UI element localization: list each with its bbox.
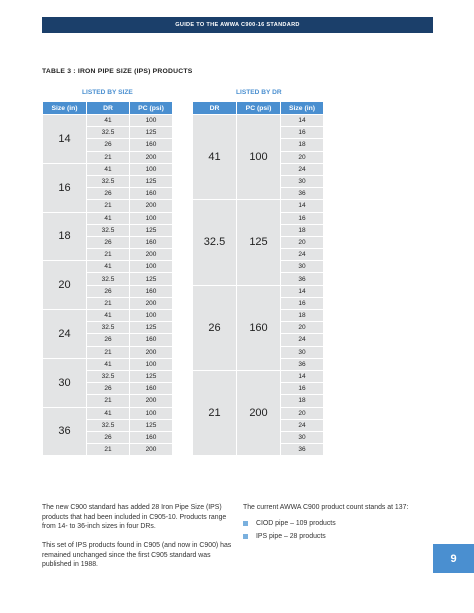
product-count-list — [243, 517, 336, 543]
size-cell: 18 — [281, 395, 324, 407]
size-cell: 24 — [281, 163, 324, 175]
dr-cell: 21 — [87, 395, 130, 407]
listed-by-dr-table — [192, 101, 324, 456]
dr-cell: 41 — [87, 358, 130, 370]
col-header-pc: PC (psi) — [237, 102, 281, 115]
pc-cell: 160 — [130, 139, 173, 151]
pc-cell: 125 — [130, 419, 173, 431]
table-row — [193, 285, 324, 297]
dr-cell: 32.5 — [87, 370, 130, 382]
dr-cell: 26 — [87, 139, 130, 151]
dr-cell: 21 — [87, 151, 130, 163]
dr-cell: 26 — [87, 285, 130, 297]
bullet-square-icon — [243, 534, 248, 539]
dr-cell: 32.5 — [87, 419, 130, 431]
size-cell: 30 — [281, 346, 324, 358]
table-row — [193, 370, 324, 382]
dr-cell: 41 — [193, 115, 237, 200]
size-cell: 14 — [281, 115, 324, 127]
pc-cell: 100 — [130, 407, 173, 419]
pc-cell: 100 — [130, 261, 173, 273]
size-cell: 16 — [281, 212, 324, 224]
pc-cell: 160 — [130, 188, 173, 200]
size-cell: 30 — [281, 431, 324, 443]
size-cell: 18 — [43, 212, 87, 261]
dr-cell: 26 — [87, 236, 130, 248]
size-cell: 24 — [281, 334, 324, 346]
size-cell: 16 — [281, 383, 324, 395]
size-cell: 24 — [281, 249, 324, 261]
dr-cell: 32.5 — [193, 200, 237, 285]
pc-cell: 200 — [237, 370, 281, 455]
size-cell: 30 — [43, 358, 87, 407]
header-bar — [42, 17, 433, 33]
dr-cell: 32.5 — [87, 322, 130, 334]
table-row — [43, 310, 173, 322]
dr-cell: 21 — [87, 297, 130, 309]
dr-cell: 41 — [87, 115, 130, 127]
pc-cell: 200 — [130, 395, 173, 407]
dr-cell: 41 — [87, 407, 130, 419]
table-row — [43, 163, 173, 175]
history-paragraph: This set of IPS products found in C905 (and now in C900) has remained unchanged since the first C905 standard was published in 1988. — [42, 542, 232, 568]
bullet-text: CIOD pipe – 109 products — [256, 520, 336, 527]
dr-cell: 26 — [193, 285, 237, 370]
pc-cell: 200 — [130, 151, 173, 163]
pc-cell: 125 — [130, 322, 173, 334]
table-row — [43, 261, 173, 273]
page-number: 9 — [450, 552, 457, 565]
pc-cell: 100 — [130, 163, 173, 175]
size-cell: 18 — [281, 224, 324, 236]
table-row — [193, 200, 324, 212]
dr-cell: 26 — [87, 383, 130, 395]
table-title: TABLE 3 : IRON PIPE SIZE (IPS) PRODUCTS — [42, 68, 193, 75]
pc-cell: 125 — [130, 370, 173, 382]
col-header-size: Size (in) — [43, 102, 87, 115]
pc-cell: 200 — [130, 444, 173, 456]
dr-cell: 41 — [87, 212, 130, 224]
pc-cell: 100 — [130, 310, 173, 322]
table-row — [43, 115, 173, 127]
dr-cell: 41 — [87, 261, 130, 273]
dr-cell: 32.5 — [87, 273, 130, 285]
dr-cell: 26 — [87, 431, 130, 443]
table-header-row — [193, 102, 324, 115]
pc-cell: 160 — [237, 285, 281, 370]
size-cell: 16 — [281, 297, 324, 309]
pc-cell: 125 — [130, 175, 173, 187]
size-cell: 30 — [281, 175, 324, 187]
page-number-badge — [433, 544, 474, 573]
table-row — [43, 212, 173, 224]
size-cell: 24 — [281, 419, 324, 431]
pc-cell: 200 — [130, 346, 173, 358]
dr-cell: 32.5 — [87, 127, 130, 139]
size-cell: 36 — [281, 273, 324, 285]
size-cell: 36 — [281, 358, 324, 370]
dr-cell: 21 — [87, 249, 130, 261]
bullet-text: IPS pipe – 28 products — [256, 533, 326, 540]
size-cell: 16 — [43, 163, 87, 212]
pc-cell: 200 — [130, 200, 173, 212]
dr-cell: 26 — [87, 188, 130, 200]
product-count-paragraph: The current AWWA C900 product count stands at 137: — [243, 504, 409, 511]
dr-cell: 26 — [87, 334, 130, 346]
col-header-size: Size (in) — [281, 102, 324, 115]
pc-cell: 100 — [237, 115, 281, 200]
listed-by-size-table — [42, 101, 173, 456]
col-header-dr: DR — [193, 102, 237, 115]
intro-paragraph: The new C900 standard has added 28 Iron Pipe Size (IPS) products that had been included in C905-10. Products range from 14- to 36-inch sizes in four DRs. — [42, 504, 227, 530]
table-header-row — [43, 102, 173, 115]
size-cell: 20 — [281, 151, 324, 163]
list-item — [243, 517, 336, 530]
size-cell: 20 — [281, 407, 324, 419]
col-header-dr: DR — [87, 102, 130, 115]
size-cell: 20 — [43, 261, 87, 310]
dr-cell: 21 — [87, 346, 130, 358]
pc-cell: 100 — [130, 212, 173, 224]
size-cell: 14 — [281, 200, 324, 212]
pc-cell: 125 — [130, 224, 173, 236]
dr-cell: 32.5 — [87, 175, 130, 187]
pc-cell: 100 — [130, 115, 173, 127]
pc-cell: 125 — [130, 273, 173, 285]
col-header-pc: PC (psi) — [130, 102, 173, 115]
bullet-square-icon — [243, 521, 248, 526]
pc-cell: 160 — [130, 334, 173, 346]
table-row — [193, 115, 324, 127]
size-cell: 30 — [281, 261, 324, 273]
size-cell: 36 — [281, 188, 324, 200]
table-row — [43, 358, 173, 370]
table-row — [43, 407, 173, 419]
size-cell: 36 — [43, 407, 87, 456]
pc-cell: 125 — [130, 127, 173, 139]
size-cell: 36 — [281, 444, 324, 456]
size-cell: 18 — [281, 139, 324, 151]
size-cell: 18 — [281, 310, 324, 322]
size-cell: 14 — [281, 370, 324, 382]
size-cell: 20 — [281, 322, 324, 334]
pc-cell: 200 — [130, 297, 173, 309]
listed-by-size-label: LISTED BY SIZE — [82, 89, 133, 96]
pc-cell: 160 — [130, 383, 173, 395]
pc-cell: 160 — [130, 285, 173, 297]
size-cell: 16 — [281, 127, 324, 139]
list-item — [243, 530, 336, 543]
pc-cell: 100 — [130, 358, 173, 370]
pc-cell: 160 — [130, 236, 173, 248]
pc-cell: 125 — [237, 200, 281, 285]
dr-cell: 21 — [87, 200, 130, 212]
listed-by-dr-label: LISTED BY DR — [236, 89, 282, 96]
size-cell: 14 — [281, 285, 324, 297]
pc-cell: 160 — [130, 431, 173, 443]
size-cell: 20 — [281, 236, 324, 248]
header-title: GUIDE TO THE AWWA C900-16 STANDARD — [175, 22, 300, 28]
size-cell: 14 — [43, 115, 87, 164]
dr-cell: 32.5 — [87, 224, 130, 236]
dr-cell: 21 — [193, 370, 237, 455]
dr-cell: 41 — [87, 310, 130, 322]
pc-cell: 200 — [130, 249, 173, 261]
size-cell: 24 — [43, 310, 87, 359]
dr-cell: 21 — [87, 444, 130, 456]
dr-cell: 41 — [87, 163, 130, 175]
